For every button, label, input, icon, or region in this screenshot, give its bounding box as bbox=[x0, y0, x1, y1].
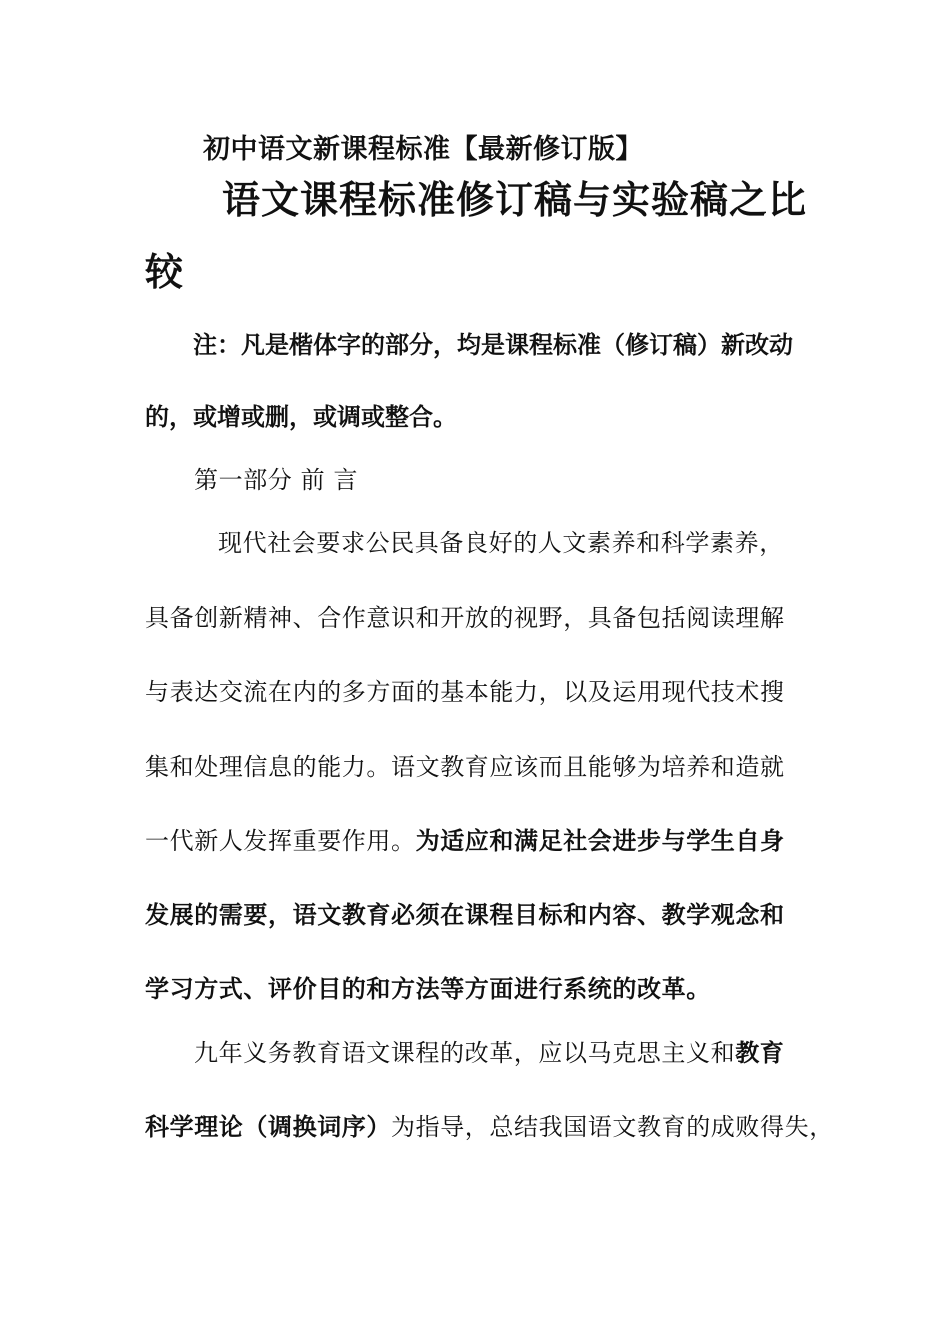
note-line-2: 的，或增或删，或调或整合。 bbox=[145, 402, 457, 431]
para2-line-2-plain: 为指导，总结我国语文教育的成败得失， bbox=[391, 1113, 834, 1141]
para2-line-2-bold: 科学理论（调换词序） bbox=[145, 1112, 391, 1141]
para1-line-5-plain: 一代新人发挥重要作用。 bbox=[145, 827, 416, 855]
para2-line-1-bold: 教育 bbox=[735, 1038, 785, 1067]
para1-line-4: 集和处理信息的能力。语文教育应该而且能够为培养和造就 bbox=[145, 753, 785, 781]
para1-line-3: 与表达交流在内的多方面的基本能力，以及运用现代技术搜 bbox=[145, 678, 785, 706]
document-top-title: 初中语文新课程标准【最新修订版】 bbox=[203, 134, 643, 165]
para2-line-1-plain: 九年义务教育语文课程的改革，应以马克思主义和 bbox=[194, 1039, 736, 1067]
para1-line-5-bold: 为适应和满足社会进步与学生自身 bbox=[415, 826, 785, 855]
main-title-line-1: 语文课程标准修订稿与实验稿之比 bbox=[222, 177, 808, 222]
para2-line-2 bbox=[145, 1112, 834, 1141]
para2-line-1 bbox=[194, 1038, 785, 1067]
para1-line-7: 学习方式、评价目的和方法等方面进行系统的改革。 bbox=[145, 974, 711, 1003]
para1-line-2: 具备创新精神、合作意识和开放的视野，具备包括阅读理解 bbox=[145, 604, 785, 632]
main-title-line-2: 较 bbox=[145, 249, 185, 294]
para1-line-6: 发展的需要，语文教育必须在课程目标和内容、教学观念和 bbox=[145, 900, 785, 929]
para1-line-5 bbox=[145, 826, 785, 855]
note-line-1: 注：凡是楷体字的部分，均是课程标准（修订稿）新改动 bbox=[193, 330, 793, 359]
section-heading: 第一部分 前 言 bbox=[194, 466, 359, 494]
para1-line-1: 现代社会要求公民具备良好的人文素养和科学素养， bbox=[218, 529, 784, 557]
